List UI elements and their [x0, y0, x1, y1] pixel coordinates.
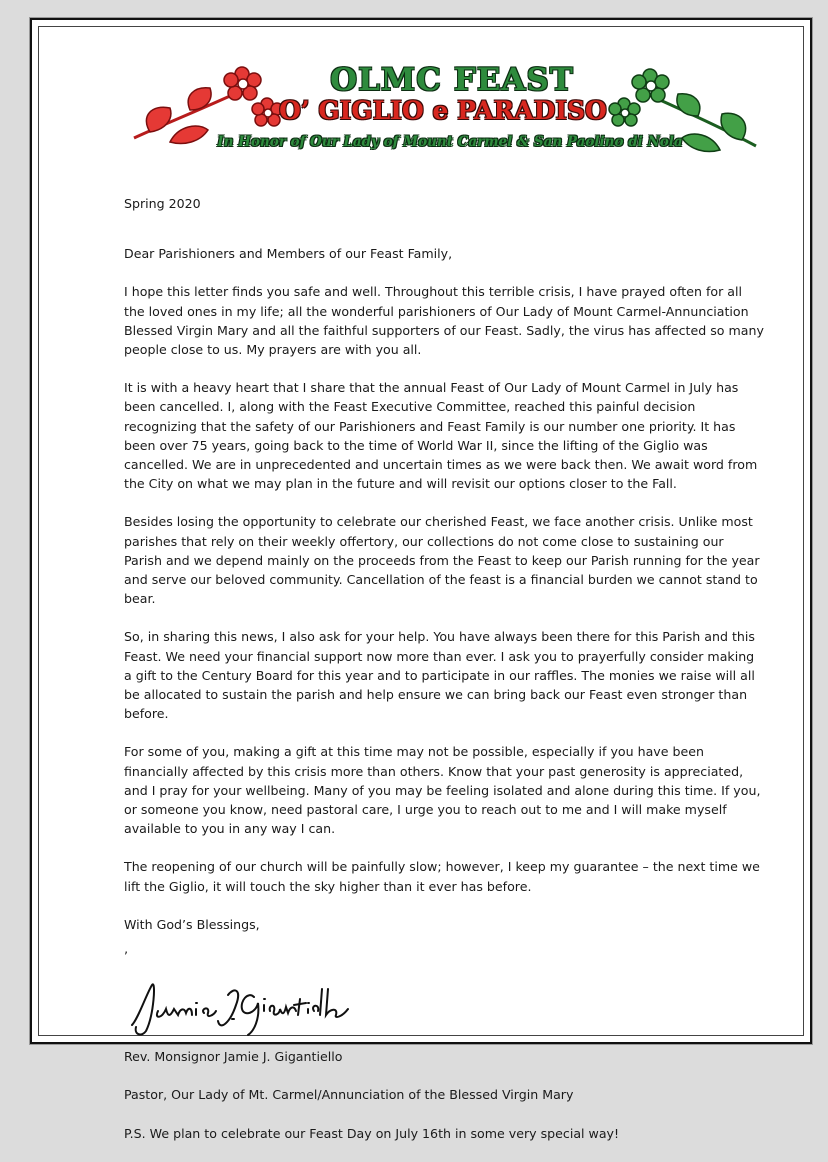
signer-name: Rev. Monsignor Jamie J. Gigantiello: [124, 1049, 343, 1065]
stray-mark: ‚: [124, 941, 129, 957]
feast-title: OLMC FEAST: [330, 62, 574, 98]
feast-subtitle-giglio: O’ GIGLIO e PARADISO: [279, 96, 607, 125]
postscript: P.S. We plan to celebrate our Feast Day on July 16th in some very special way!: [124, 1125, 620, 1141]
signature-icon: [124, 975, 354, 1041]
letter-paragraph: Besides losing the opportunity to celebrate our cherished Feast, we face another crisis. Unlike most parishes that rely on their weekly offertory, our collections do not come close to sustaining our Parish and we depend mainly on the proceeds from the Feast to keep our Parish running for the year and serve our beloved community. Cancellation of the feast is a financial burden we cannot stand to bear.: [124, 514, 760, 607]
letter-closing: With God’s Blessings,: [124, 916, 260, 932]
letter-body: [124, 194, 764, 1162]
letter-page: [30, 18, 812, 1141]
letter-date: Spring 2020: [124, 196, 201, 211]
feast-logo-header: [130, 56, 760, 156]
letter-salutation: Dear Parishioners and Members of our Feast Family,: [124, 246, 453, 262]
letter-paragraph: It is with a heavy heart that I share that the annual Feast of Our Lady of Mount Carmel in July has been cancelled. I, along with the Feast Executive Committee, reached this painful decision recognizing that the safety of our Parishioners and Feast Family is our number one priority. It has been over 75 years, going back to the time of World War II, since the lifting of the Giglio was cancelled. We are in unprecedented and uncertain times as we were back then. We await word from the City on what we may plan in the future and will revisit our options closer to the Fall.: [124, 380, 758, 492]
handwritten-signature: [124, 975, 764, 1041]
feast-dedication: In Honor of Our Lady of Mount Carmel & San Paolino di Nola: [217, 134, 683, 150]
letter-paragraph: So, in sharing this news, I also ask for your help. You have always been there for this Parish and this Feast. We need your financial support now more than ever. I ask you to prayerfully consider making a gift to the Century Board for this year and to participate in our raffles. The monies we raise will all be allocated to sustain the parish and help ensure we can bring back our Feast even stronger than before.: [124, 629, 755, 722]
letter-paragraph: For some of you, making a gift at this time may not be possible, especially if you have been financially affected by this crisis more than others. Know that your past generosity is appreciated, and I pray for your wellbeing. Many of you may be feeling isolated and alone during this time. If you, or someone you know, need pastoral care, I urge you to reach out to me and I will make myself available to you in any way I can.: [124, 744, 761, 837]
letter-paragraph: I hope this letter finds you safe and well. Throughout this terrible crisis, I have prayed often for all the loved ones in my life; all the wonderful parishioners of Our Lady of Mount Carmel-Annunciation Blessed Virgin Mary and all the faithful supporters of our Feast. Sadly, the virus has affected so many people close to us. My prayers are with you all.: [124, 284, 764, 358]
letter-paragraph: The reopening of our church will be painfully slow; however, I keep my guarantee – the next time we lift the Giglio, it will touch the sky higher than it ever has before.: [124, 859, 760, 894]
signer-title: Pastor, Our Lady of Mt. Carmel/Annunciation of the Blessed Virgin Mary: [124, 1087, 574, 1103]
